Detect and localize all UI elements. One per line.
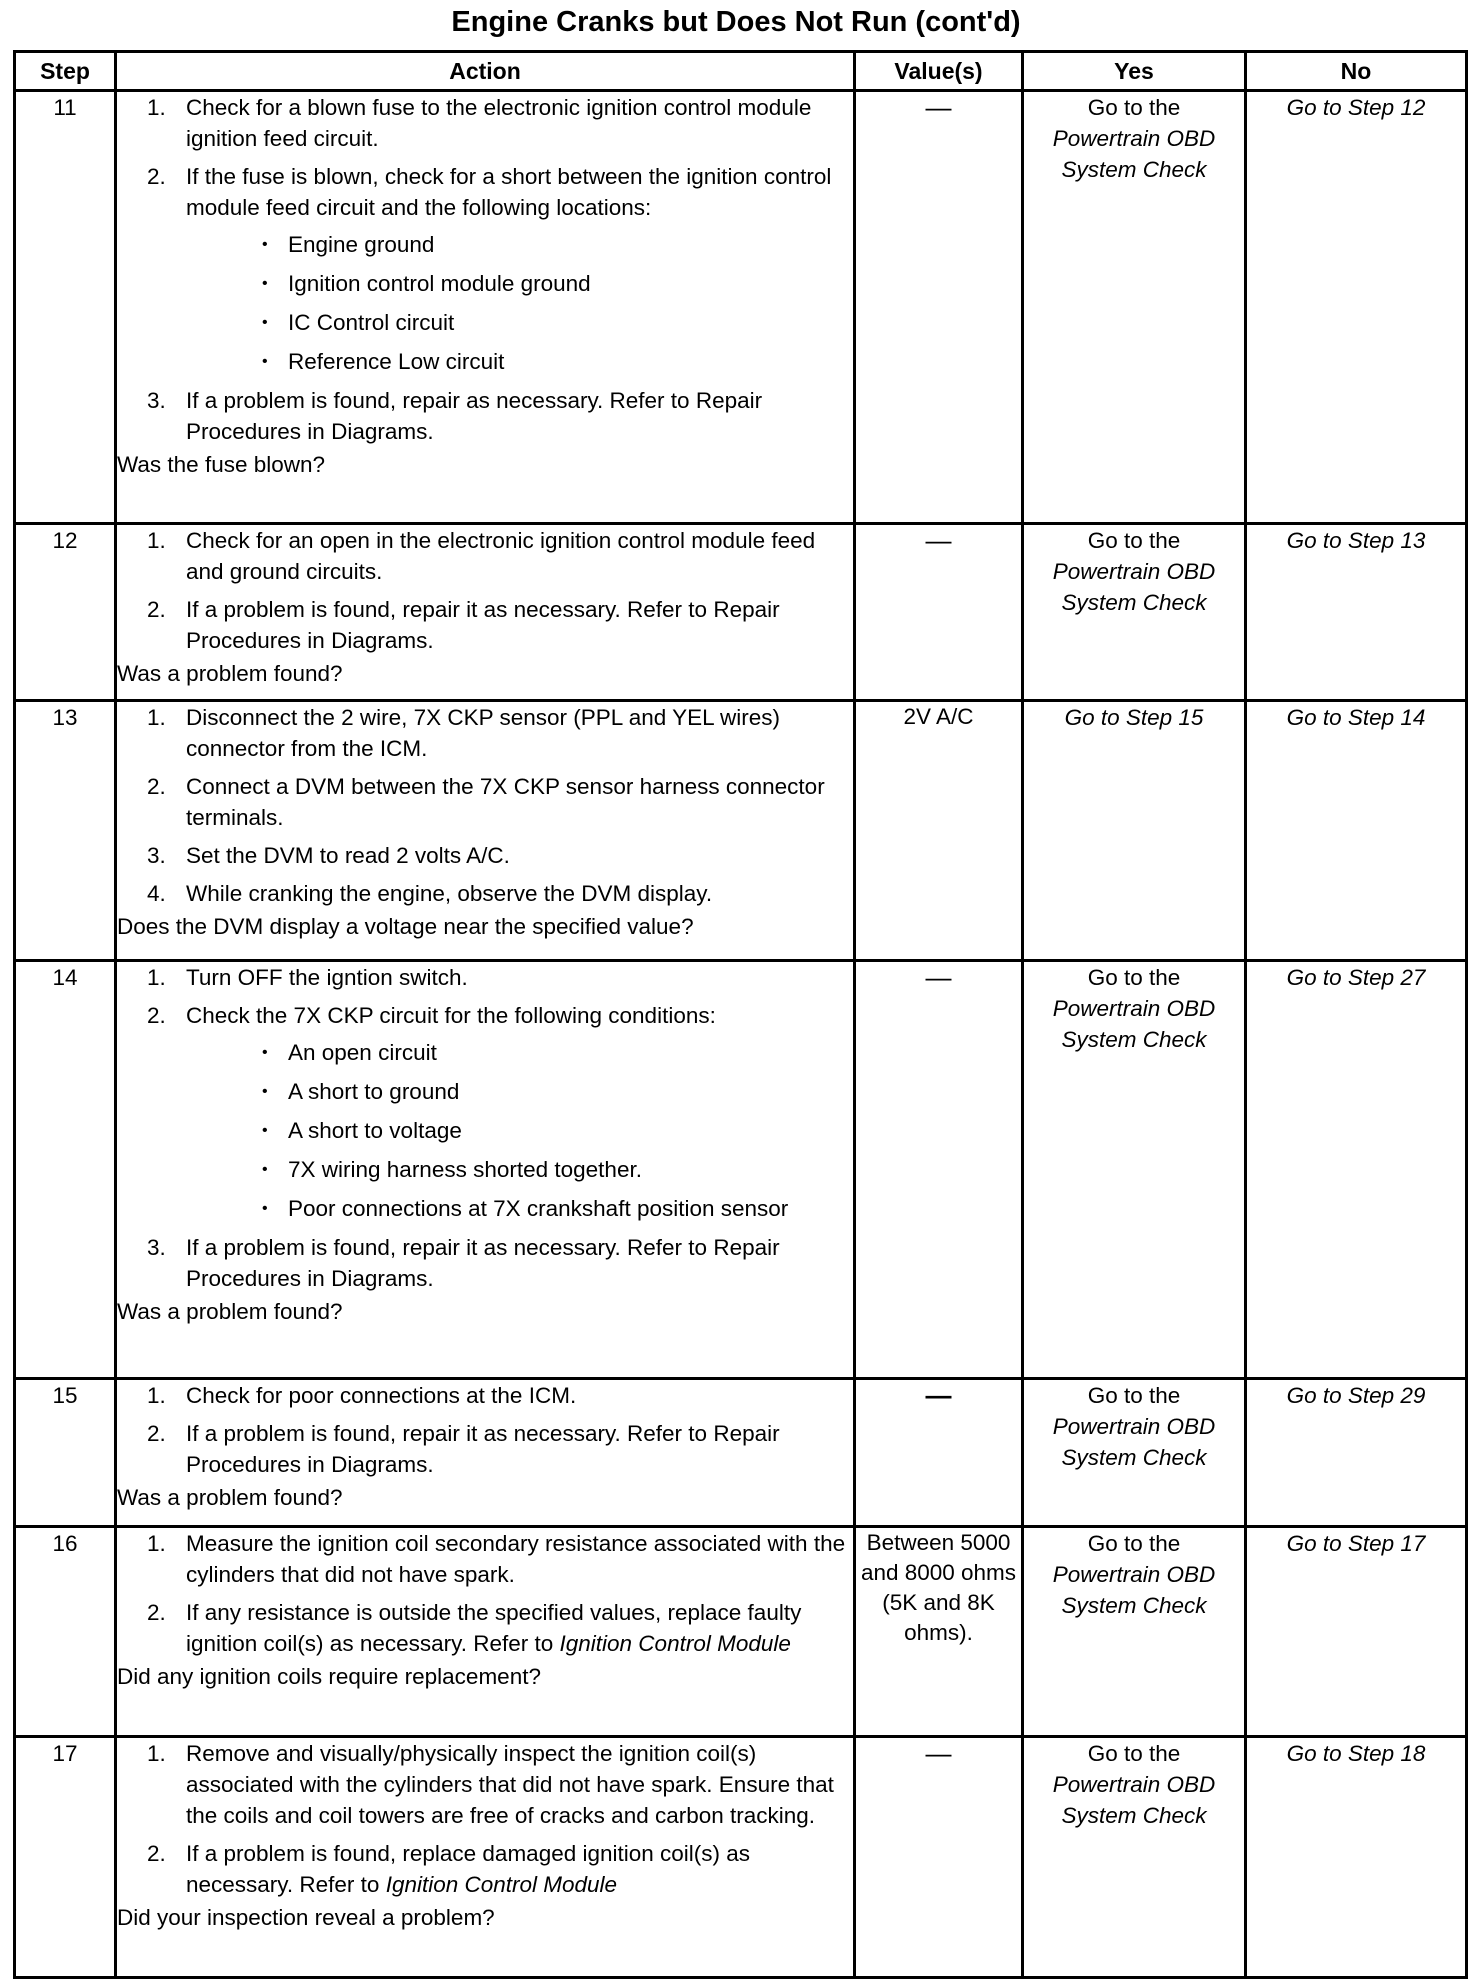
- action-cell: [116, 1737, 855, 1978]
- action-item: 2. If a problem is found, repair it as necessary. Refer to Repair Procedures in Diagrams.: [147, 1421, 780, 1477]
- action-item: 2. Check the 7X CKP circuit for the following conditions: • An open circuit • A short to ground • A short to voltage • 7X wiring harness shorted together. • Poor connections at 7X crankshaft position sensor: [117, 1000, 853, 1224]
- action-item: 3. If a problem is found, repair it as necessary. Refer to Repair Procedures in Diagrams.: [147, 1235, 780, 1291]
- no-cell: Go to Step 27: [1246, 961, 1467, 1379]
- step-number: 11: [15, 91, 116, 524]
- header-step: Step: [15, 52, 116, 91]
- question-text: Did your inspection reveal a problem?: [117, 1905, 495, 1930]
- action-item: 1. Check for poor connections at the ICM.: [147, 1383, 577, 1408]
- question-text: Was a problem found?: [117, 1299, 343, 1324]
- table-header-row: [15, 52, 1467, 91]
- no-cell: Go to Step 29: [1246, 1379, 1467, 1527]
- table-row-step-13: [15, 701, 1467, 961]
- action-item: 1. Disconnect the 2 wire, 7X CKP sensor (PPL and YEL wires) connector from the ICM.: [147, 705, 781, 761]
- action-cell: [116, 524, 855, 701]
- action-item: 3. If a problem is found, repair as necessary. Refer to Repair Procedures in Diagrams.: [147, 388, 763, 444]
- action-cell: [116, 91, 855, 524]
- page-title: Engine Cranks but Does Not Run (cont'd): [451, 6, 1021, 38]
- bullet-item: • Poor connections at 7X crankshaft position sensor: [186, 1193, 853, 1224]
- no-cell: Go to Step 14: [1246, 701, 1467, 961]
- action-item: 1. Remove and visually/physically inspect the ignition coil(s) associated with the cylinders that did not have spark. Ensure that the coils and coil towers are free of cracks and carbon tracking.: [147, 1741, 834, 1828]
- question-text: Was the fuse blown?: [117, 452, 326, 477]
- action-item: 2. Connect a DVM between the 7X CKP sensor harness connector terminals.: [147, 774, 825, 830]
- header-action: Action: [116, 52, 855, 91]
- action-item: 4. While cranking the engine, observe the DVM display.: [147, 881, 713, 906]
- no-cell: Go to Step 17: [1246, 1527, 1467, 1737]
- value-cell: —: [855, 961, 1023, 1379]
- yes-cell: Go to Step 15: [1023, 701, 1246, 961]
- action-item: 1. Measure the ignition coil secondary resistance associated with the cylinders that did not have spark.: [147, 1531, 846, 1587]
- question-text: Did any ignition coils require replacement?: [117, 1664, 541, 1689]
- step-number: 14: [15, 961, 116, 1379]
- value-cell: —: [855, 91, 1023, 524]
- table-row-step-16: [15, 1527, 1467, 1737]
- question-text: Does the DVM display a voltage near the specified value?: [117, 914, 694, 939]
- bullet-item: • A short to ground: [186, 1076, 853, 1107]
- action-item: 1. Turn OFF the igntion switch.: [147, 965, 468, 990]
- reference-link: Ignition Control Module: [559, 1631, 791, 1656]
- step-number: 15: [15, 1379, 116, 1527]
- yes-cell: Go to the Powertrain OBD System Check: [1023, 1527, 1246, 1737]
- step-number: 12: [15, 524, 116, 701]
- value-cell: 2V A/C: [855, 701, 1023, 961]
- table-row-step-14: [15, 961, 1467, 1379]
- action-item: 1. Check for a blown fuse to the electronic ignition control module ignition feed circuit.: [147, 95, 812, 151]
- bullet-item: • An open circuit: [186, 1037, 853, 1068]
- action-item: 1. Check for an open in the electronic ignition control module feed and ground circuits.: [147, 528, 816, 584]
- action-item: 2. If any resistance is outside the specified values, replace faulty ignition coil(s) as necessary. Refer to Ignition Control Module: [147, 1600, 802, 1656]
- table-row-step-15: [15, 1379, 1467, 1527]
- bullet-item: • A short to voltage: [186, 1115, 853, 1146]
- action-cell: [116, 701, 855, 961]
- header-yes: Yes: [1023, 52, 1246, 91]
- table-row-step-11: [15, 91, 1467, 524]
- no-cell: Go to Step 13: [1246, 524, 1467, 701]
- action-item: 2. If the fuse is blown, check for a short between the ignition control module feed circuit and the following locations: • Engine ground • Ignition control module ground • IC Control circuit • Reference Low circuit: [117, 161, 853, 377]
- yes-cell: Go to the Powertrain OBD System Check: [1023, 524, 1246, 701]
- diagnostic-table: [13, 50, 1468, 1979]
- step-number: 17: [15, 1737, 116, 1978]
- yes-cell: Go to the Powertrain OBD System Check: [1023, 1737, 1246, 1978]
- bullet-item: • IC Control circuit: [186, 307, 853, 338]
- action-item: 2. If a problem is found, repair it as necessary. Refer to Repair Procedures in Diagrams.: [147, 597, 780, 653]
- header-values: Value(s): [855, 52, 1023, 91]
- action-cell: [116, 961, 855, 1379]
- value-cell: —: [855, 524, 1023, 701]
- action-item: 3. Set the DVM to read 2 volts A/C.: [147, 843, 510, 868]
- no-cell: Go to Step 12: [1246, 91, 1467, 524]
- question-text: Was a problem found?: [117, 661, 343, 686]
- bullet-item: • Engine ground: [186, 229, 853, 260]
- bullet-item: • 7X wiring harness shorted together.: [186, 1154, 853, 1185]
- yes-cell: Go to the Powertrain OBD System Check: [1023, 1379, 1246, 1527]
- yes-cell: Go to the Powertrain OBD System Check: [1023, 961, 1246, 1379]
- bullet-item: • Reference Low circuit: [186, 346, 853, 377]
- yes-cell: Go to the Powertrain OBD System Check: [1023, 91, 1246, 524]
- no-cell: Go to Step 18: [1246, 1737, 1467, 1978]
- table-row-step-17: [15, 1737, 1467, 1978]
- bullet-item: • Ignition control module ground: [186, 268, 853, 299]
- header-no: No: [1246, 52, 1467, 91]
- step-number: 16: [15, 1527, 116, 1737]
- reference-link: Ignition Control Module: [385, 1872, 618, 1897]
- value-cell: —: [855, 1379, 1023, 1527]
- value-cell: —: [855, 1737, 1023, 1978]
- action-item: 2. If a problem is found, replace damaged ignition coil(s) as necessary. Refer to Ignition Control Module: [147, 1841, 751, 1897]
- question-text: Was a problem found?: [117, 1485, 343, 1510]
- action-cell: [116, 1379, 855, 1527]
- action-cell: [116, 1527, 855, 1737]
- step-number: 13: [15, 701, 116, 961]
- value-cell: Between 5000 and 8000 ohms (5K and 8K ohms).: [855, 1527, 1023, 1737]
- table-row-step-12: [15, 524, 1467, 701]
